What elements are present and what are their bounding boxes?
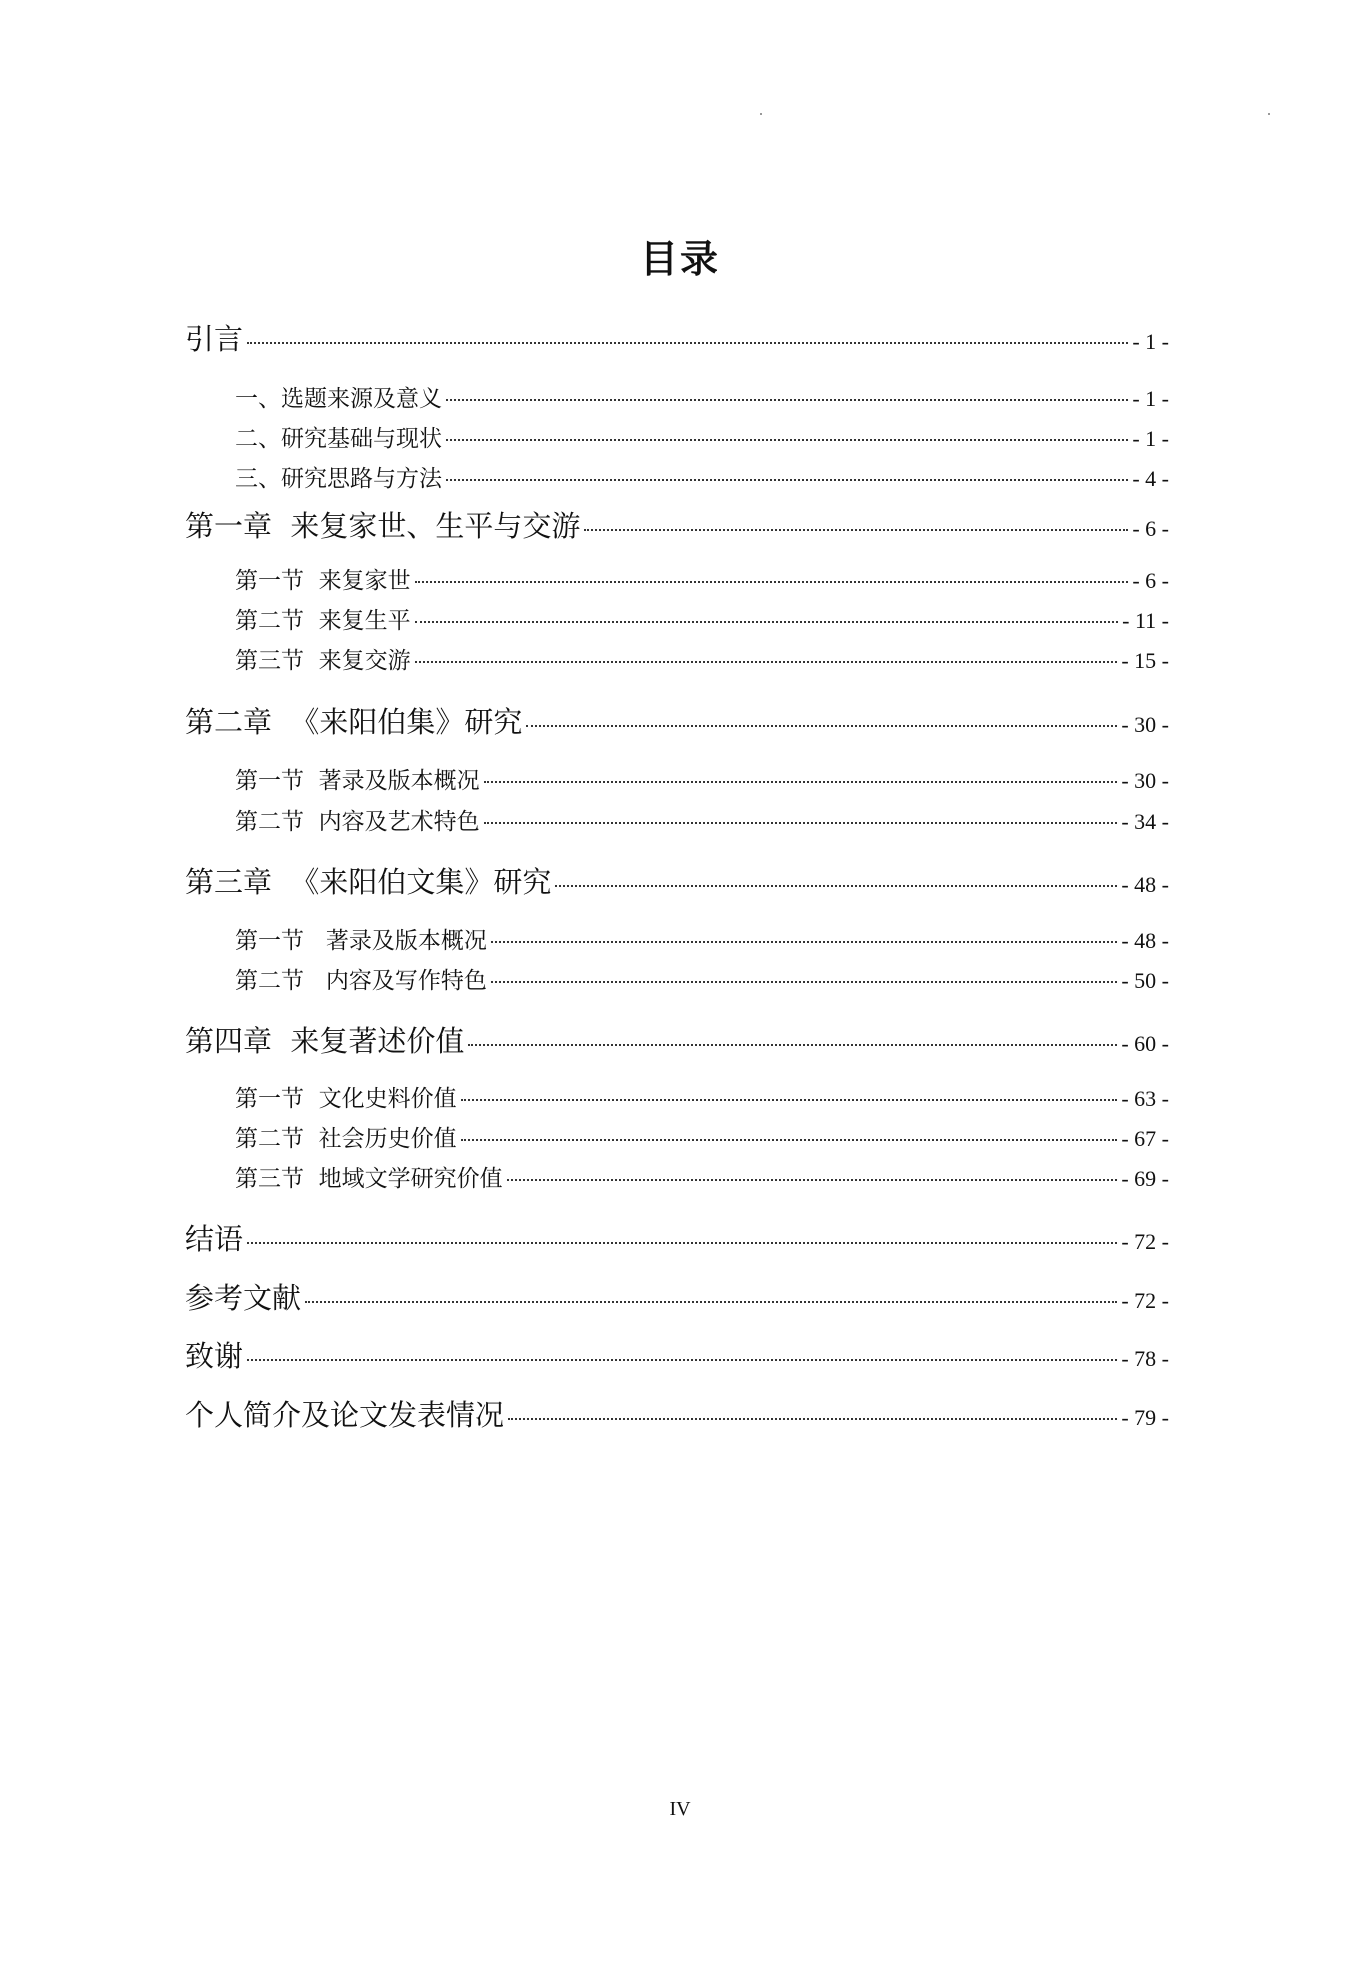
toc-entry-conclusion[interactable] — [185, 1217, 1169, 1258]
toc-entry-page: - 30 - — [1121, 768, 1169, 793]
dot-leader — [461, 1139, 1118, 1141]
toc-entry-page: - 4 - — [1132, 466, 1169, 491]
toc-entry-label: 第二节 社会历史价值 — [235, 1126, 457, 1152]
toc-entry-page: - 1 - — [1132, 426, 1169, 451]
dot-leader — [584, 529, 1128, 531]
toc-entry-page: - 6 - — [1132, 568, 1169, 593]
toc-entry-page: - 67 - — [1121, 1126, 1169, 1151]
toc-entry-chapter-4[interactable] — [185, 1019, 1169, 1060]
toc-entry-section[interactable] — [235, 602, 1169, 635]
toc-entry-page: - 69 - — [1121, 1166, 1169, 1191]
dot-leader — [555, 885, 1117, 887]
toc-entry-label: 第四章 来复著述价值 — [185, 1024, 465, 1058]
toc-entry-label: 致谢 — [185, 1339, 244, 1373]
dot-leader — [508, 1418, 1117, 1420]
toc-entry-acknowledgements[interactable] — [185, 1334, 1169, 1375]
dot-leader — [484, 781, 1118, 783]
toc-entry-introduction[interactable] — [185, 317, 1169, 358]
toc-entry-chapter-1[interactable] — [185, 504, 1169, 545]
toc-entry-label: 第一章 来复家世、生平与交游 — [185, 509, 581, 543]
toc-entry-page: - 1 - — [1132, 329, 1169, 354]
toc-entry-section[interactable] — [235, 1160, 1169, 1193]
toc-entry-section[interactable] — [235, 380, 1169, 413]
toc-entry-page: - 15 - — [1121, 648, 1169, 673]
dot-leader — [446, 439, 1128, 441]
toc-entry-label: 第二节 内容及艺术特色 — [235, 809, 480, 835]
toc-entry-label: 第一节 文化史料价值 — [235, 1086, 457, 1112]
dot-leader — [247, 1359, 1117, 1361]
toc-entry-label: 个人简介及论文发表情况 — [185, 1398, 505, 1432]
toc-entry-page: - 72 - — [1121, 1288, 1169, 1313]
page-number: IV — [669, 1798, 691, 1820]
dot-leader — [305, 1301, 1117, 1303]
toc-entry-label: 结语 — [185, 1222, 244, 1256]
toc-entry-label: 三、研究思路与方法 — [235, 466, 442, 492]
dot-leader — [247, 342, 1128, 344]
dot-leader — [415, 661, 1118, 663]
toc-entry-page: - 63 - — [1121, 1086, 1169, 1111]
toc-entry-author-profile[interactable] — [185, 1393, 1169, 1434]
toc-entry-section[interactable] — [235, 562, 1169, 595]
toc-entry-page: - 48 - — [1121, 872, 1169, 897]
dot-leader — [468, 1044, 1117, 1046]
dot-leader — [491, 941, 1117, 943]
scan-speck — [1268, 113, 1270, 115]
toc-entry-label: 第一节 来复家世 — [235, 568, 411, 594]
toc-entry-label: 第三章 《来阳伯文集》研究 — [185, 865, 552, 899]
scan-speck — [760, 113, 762, 115]
toc-entry-label: 第二节 来复生平 — [235, 608, 411, 634]
dot-leader — [446, 479, 1128, 481]
toc-entry-section[interactable] — [235, 642, 1169, 675]
toc-entry-page: - 72 - — [1121, 1229, 1169, 1254]
toc-entry-label: 一、选题来源及意义 — [235, 386, 442, 412]
toc-entry-page: - 48 - — [1121, 928, 1169, 953]
toc-entry-section[interactable] — [235, 803, 1169, 836]
toc-entry-section[interactable] — [235, 762, 1169, 795]
toc-entry-section[interactable] — [235, 1120, 1169, 1153]
toc-entry-page: - 1 - — [1132, 386, 1169, 411]
dot-leader — [446, 399, 1128, 401]
toc-entry-label: 第三节 地域文学研究价值 — [235, 1166, 503, 1192]
toc-entry-page: - 79 - — [1121, 1405, 1169, 1430]
toc-entry-label: 二、研究基础与现状 — [235, 426, 442, 452]
toc-entry-section[interactable] — [235, 922, 1169, 955]
toc-entry-label: 第三节 来复交游 — [235, 648, 411, 674]
dot-leader — [526, 725, 1117, 727]
toc-entry-references[interactable] — [185, 1276, 1169, 1317]
toc-entry-section[interactable] — [235, 1080, 1169, 1113]
toc-entry-label: 第一节 著录及版本概况 — [235, 928, 487, 954]
toc-entry-label: 第一节 著录及版本概况 — [235, 768, 480, 794]
toc-entry-page: - 30 - — [1121, 712, 1169, 737]
dot-leader — [507, 1179, 1118, 1181]
toc-entry-label: 第二章 《来阳伯集》研究 — [185, 705, 523, 739]
dot-leader — [415, 581, 1129, 583]
toc-entry-page: - 6 - — [1132, 516, 1169, 541]
toc-entry-label: 第二节 内容及写作特色 — [235, 968, 487, 994]
dot-leader — [247, 1242, 1117, 1244]
toc-entry-section[interactable] — [235, 420, 1169, 453]
page-title: 目录 — [639, 237, 720, 281]
toc-entry-page: - 11 - — [1122, 608, 1169, 633]
dot-leader — [491, 981, 1117, 983]
dot-leader — [415, 621, 1119, 623]
toc-entry-page: - 60 - — [1121, 1031, 1169, 1056]
toc-entry-page: - 34 - — [1121, 809, 1169, 834]
toc-entry-section[interactable] — [235, 460, 1169, 493]
toc-entry-section[interactable] — [235, 962, 1169, 995]
dot-leader — [484, 822, 1118, 824]
toc-entry-page: - 50 - — [1121, 968, 1169, 993]
toc-entry-chapter-3[interactable] — [185, 860, 1169, 901]
toc-entry-chapter-2[interactable] — [185, 700, 1169, 741]
toc-entry-page: - 78 - — [1121, 1346, 1169, 1371]
dot-leader — [461, 1099, 1118, 1101]
toc-entry-label: 引言 — [185, 322, 244, 356]
toc-entry-label: 参考文献 — [185, 1281, 302, 1315]
